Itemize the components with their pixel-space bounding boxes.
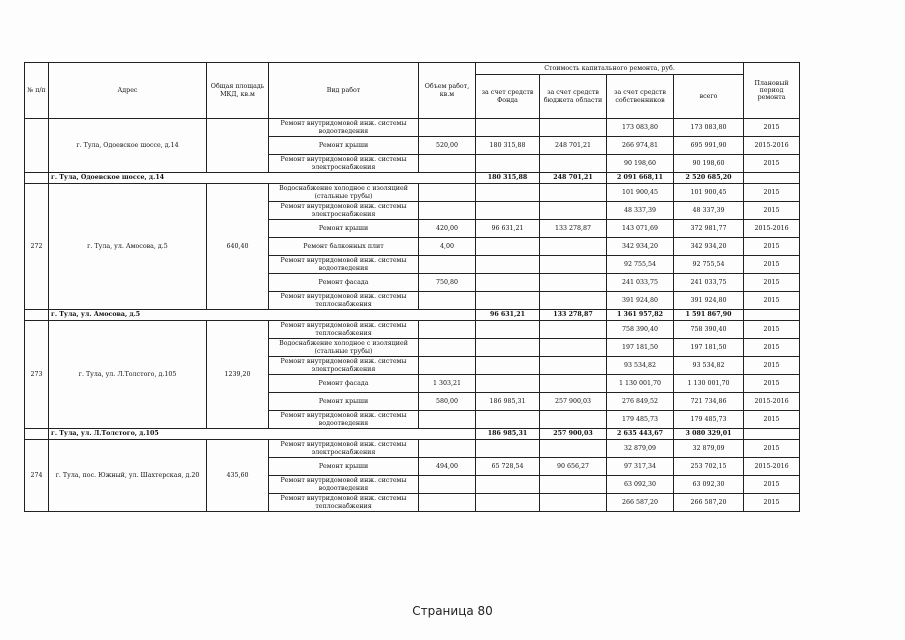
cell-fund bbox=[476, 292, 540, 310]
cell-period: 2015 bbox=[744, 411, 800, 429]
page-number: Страница 80 bbox=[412, 604, 493, 618]
cell-volume: 1 303,21 bbox=[419, 375, 476, 393]
cell-budget bbox=[540, 202, 607, 220]
cell-fund bbox=[476, 494, 540, 512]
cell-work-type: Ремонт внутридомовой инж. системы водоотведения bbox=[269, 256, 419, 274]
subtotal-row bbox=[25, 173, 800, 184]
cell-period: 2015 bbox=[744, 155, 800, 173]
cell-fund bbox=[476, 375, 540, 393]
cell-fund bbox=[476, 411, 540, 429]
header-num: № п/п bbox=[25, 63, 49, 119]
header-work-type: Вид работ bbox=[269, 63, 419, 119]
cell-address: г. Тула, ул. Амосова, д.5 bbox=[49, 184, 207, 310]
cell-period: 2015 bbox=[744, 494, 800, 512]
cell-period: 2015 bbox=[744, 292, 800, 310]
cell-fund: 65 728,54 bbox=[476, 458, 540, 476]
cell-work-type: Ремонт крыши bbox=[269, 458, 419, 476]
cell-total: 391 924,80 bbox=[674, 292, 744, 310]
cell-work-type: Ремонт внутридомовой инж. системы теплоснабжения bbox=[269, 292, 419, 310]
cell-total: 32 879,09 bbox=[674, 440, 744, 458]
cell-work-type: Ремонт балконных плит bbox=[269, 238, 419, 256]
cell-volume bbox=[419, 119, 476, 137]
cell-fund bbox=[476, 238, 540, 256]
cell-volume bbox=[419, 411, 476, 429]
cell-total: 342 934,20 bbox=[674, 238, 744, 256]
cell-budget bbox=[540, 494, 607, 512]
cell-total: 93 534,82 bbox=[674, 357, 744, 375]
subtotal-fund: 180 315,88 bbox=[476, 173, 540, 184]
cell-period: 2015 bbox=[744, 357, 800, 375]
cell-num bbox=[25, 119, 49, 173]
cell-period: 2015 bbox=[744, 119, 800, 137]
cell-budget bbox=[540, 155, 607, 173]
cell-budget bbox=[540, 256, 607, 274]
cell-volume bbox=[419, 357, 476, 375]
cell-work-type: Ремонт внутридомовой инж. системы теплоснабжения bbox=[269, 494, 419, 512]
cell-volume: 520,00 bbox=[419, 137, 476, 155]
cell-total: 173 083,80 bbox=[674, 119, 744, 137]
subtotal-total: 1 591 867,90 bbox=[674, 310, 744, 321]
cell-period: 2015 bbox=[744, 238, 800, 256]
table-header bbox=[25, 63, 800, 119]
cell-total: 197 181,50 bbox=[674, 339, 744, 357]
cell-work-type: Ремонт крыши bbox=[269, 393, 419, 411]
cell-owners: 97 317,34 bbox=[607, 458, 674, 476]
cell-volume bbox=[419, 184, 476, 202]
table-row bbox=[25, 119, 800, 137]
cell-budget bbox=[540, 274, 607, 292]
cell-owners: 92 755,54 bbox=[607, 256, 674, 274]
cell-fund bbox=[476, 339, 540, 357]
cell-volume bbox=[419, 440, 476, 458]
cell-num bbox=[25, 173, 49, 184]
subtotal-total: 3 080 329,01 bbox=[674, 429, 744, 440]
cell-num: 273 bbox=[25, 321, 49, 429]
cell-owners: 276 849,52 bbox=[607, 393, 674, 411]
cell-work-type: Ремонт фасада bbox=[269, 274, 419, 292]
cell-period: 2015 bbox=[744, 274, 800, 292]
cell-period: 2015 bbox=[744, 339, 800, 357]
subtotal-owners: 1 361 957,82 bbox=[607, 310, 674, 321]
cell-work-type: Ремонт внутридомовой инж. системы водоотведения bbox=[269, 411, 419, 429]
subtotal-budget: 133 278,87 bbox=[540, 310, 607, 321]
cell-volume: 4,00 bbox=[419, 238, 476, 256]
cell-owners: 63 092,30 bbox=[607, 476, 674, 494]
cell-owners: 90 198,60 bbox=[607, 155, 674, 173]
cell-budget: 90 656,27 bbox=[540, 458, 607, 476]
cell-budget: 257 900,03 bbox=[540, 393, 607, 411]
cell-total: 266 587,20 bbox=[674, 494, 744, 512]
table-body bbox=[25, 119, 800, 512]
cell-budget bbox=[540, 440, 607, 458]
cell-total: 241 033,75 bbox=[674, 274, 744, 292]
cell-owners: 179 485,73 bbox=[607, 411, 674, 429]
cell-owners: 48 337,39 bbox=[607, 202, 674, 220]
cell-volume bbox=[419, 494, 476, 512]
cell-volume bbox=[419, 476, 476, 494]
cell-total: 101 900,45 bbox=[674, 184, 744, 202]
cell-fund bbox=[476, 184, 540, 202]
cell-fund bbox=[476, 357, 540, 375]
cell-work-type: Ремонт внутридомовой инж. системы водоотведения bbox=[269, 119, 419, 137]
header-total: всего bbox=[674, 75, 744, 119]
subtotal-fund: 96 631,21 bbox=[476, 310, 540, 321]
subtotal-row bbox=[25, 310, 800, 321]
cell-work-type: Водоснабжение холодное с изоляцией (стальные трубы) bbox=[269, 339, 419, 357]
cell-address: г. Тула, Одоевское шоссе, д.14 bbox=[49, 119, 207, 173]
cell-fund bbox=[476, 155, 540, 173]
cell-budget: 248 701,21 bbox=[540, 137, 607, 155]
cell-owners: 32 879,09 bbox=[607, 440, 674, 458]
cell-area: 435,60 bbox=[207, 440, 269, 512]
cell-work-type: Ремонт крыши bbox=[269, 137, 419, 155]
cell-area bbox=[207, 119, 269, 173]
cell-work-type: Ремонт фасада bbox=[269, 375, 419, 393]
cell-owners: 1 130 001,70 bbox=[607, 375, 674, 393]
cell-volume: 580,00 bbox=[419, 393, 476, 411]
cell-period bbox=[744, 429, 800, 440]
cell-volume: 750,80 bbox=[419, 274, 476, 292]
cell-budget bbox=[540, 292, 607, 310]
cell-budget bbox=[540, 321, 607, 339]
cell-total: 758 390,40 bbox=[674, 321, 744, 339]
cell-period: 2015 bbox=[744, 202, 800, 220]
cell-budget bbox=[540, 411, 607, 429]
cell-address: г. Тула, пос. Южный, ул. Шахтерская, д.20 bbox=[49, 440, 207, 512]
cell-work-type: Ремонт внутридомовой инж. системы электроснабжения bbox=[269, 357, 419, 375]
cell-budget bbox=[540, 476, 607, 494]
subtotal-budget: 257 900,03 bbox=[540, 429, 607, 440]
cell-fund: 186 985,31 bbox=[476, 393, 540, 411]
cell-volume bbox=[419, 292, 476, 310]
cell-fund bbox=[476, 476, 540, 494]
cell-owners: 758 390,40 bbox=[607, 321, 674, 339]
header-cost-group: Стоимость капитального ремонта, руб. bbox=[476, 63, 744, 75]
cell-total: 63 092,30 bbox=[674, 476, 744, 494]
subtotal-owners: 2 091 668,11 bbox=[607, 173, 674, 184]
table-row bbox=[25, 440, 800, 458]
cell-work-type: Водоснабжение холодное с изоляцией (стальные трубы) bbox=[269, 184, 419, 202]
header-budget: за счет средств бюджета области bbox=[540, 75, 607, 119]
cell-total: 695 991,90 bbox=[674, 137, 744, 155]
header-area: Общая площадь МКД, кв.м bbox=[207, 63, 269, 119]
cell-num bbox=[25, 429, 49, 440]
cell-address: г. Тула, ул. Л.Толстого, д.105 bbox=[49, 321, 207, 429]
cell-budget bbox=[540, 375, 607, 393]
subtotal-label: г. Тула, ул. Амосова, д.5 bbox=[49, 310, 476, 321]
cell-period: 2015 bbox=[744, 321, 800, 339]
cell-total: 90 198,60 bbox=[674, 155, 744, 173]
cell-num: 272 bbox=[25, 184, 49, 310]
cell-work-type: Ремонт внутридомовой инж. системы электроснабжения bbox=[269, 155, 419, 173]
cell-fund bbox=[476, 321, 540, 339]
header-owners: за счет средств собственников bbox=[607, 75, 674, 119]
cell-num bbox=[25, 310, 49, 321]
header-address: Адрес bbox=[49, 63, 207, 119]
header-period: Плановый период ремонта bbox=[744, 63, 800, 119]
cell-owners: 93 534,82 bbox=[607, 357, 674, 375]
cell-total: 1 130 001,70 bbox=[674, 375, 744, 393]
cell-period: 2015-2016 bbox=[744, 137, 800, 155]
subtotal-budget: 248 701,21 bbox=[540, 173, 607, 184]
cell-fund: 180 315,88 bbox=[476, 137, 540, 155]
cell-fund bbox=[476, 440, 540, 458]
cell-period: 2015-2016 bbox=[744, 393, 800, 411]
cell-total: 179 485,73 bbox=[674, 411, 744, 429]
cell-owners: 197 181,50 bbox=[607, 339, 674, 357]
cell-area: 640,40 bbox=[207, 184, 269, 310]
subtotal-fund: 186 985,31 bbox=[476, 429, 540, 440]
cell-owners: 101 900,45 bbox=[607, 184, 674, 202]
cell-volume bbox=[419, 155, 476, 173]
table-row bbox=[25, 321, 800, 339]
cell-volume bbox=[419, 256, 476, 274]
header-fund: за счет средств Фонда bbox=[476, 75, 540, 119]
cell-work-type: Ремонт внутридомовой инж. системы электроснабжения bbox=[269, 440, 419, 458]
cell-budget bbox=[540, 184, 607, 202]
table-row bbox=[25, 184, 800, 202]
cell-fund: 96 631,21 bbox=[476, 220, 540, 238]
repair-cost-table bbox=[24, 62, 800, 512]
cell-fund bbox=[476, 119, 540, 137]
cell-total: 253 702,15 bbox=[674, 458, 744, 476]
header-volume: Объем работ, кв.м bbox=[419, 63, 476, 119]
subtotal-row bbox=[25, 429, 800, 440]
cell-period: 2015 bbox=[744, 375, 800, 393]
cell-period: 2015 bbox=[744, 440, 800, 458]
cell-fund bbox=[476, 202, 540, 220]
cell-budget: 133 278,87 bbox=[540, 220, 607, 238]
cell-total: 48 337,39 bbox=[674, 202, 744, 220]
cell-volume bbox=[419, 339, 476, 357]
cell-work-type: Ремонт внутридомовой инж. системы электроснабжения bbox=[269, 202, 419, 220]
cell-owners: 266 587,20 bbox=[607, 494, 674, 512]
cell-period bbox=[744, 310, 800, 321]
cell-period: 2015 bbox=[744, 256, 800, 274]
cell-period: 2015-2016 bbox=[744, 220, 800, 238]
cell-volume bbox=[419, 321, 476, 339]
subtotal-total: 2 520 685,20 bbox=[674, 173, 744, 184]
cell-volume: 420,00 bbox=[419, 220, 476, 238]
subtotal-owners: 2 635 443,67 bbox=[607, 429, 674, 440]
cell-volume: 494,00 bbox=[419, 458, 476, 476]
subtotal-label: г. Тула, ул. Л.Толстого, д.105 bbox=[49, 429, 476, 440]
cell-num: 274 bbox=[25, 440, 49, 512]
cell-work-type: Ремонт внутридомовой инж. системы теплоснабжения bbox=[269, 321, 419, 339]
cell-fund bbox=[476, 274, 540, 292]
cell-period: 2015 bbox=[744, 476, 800, 494]
cell-total: 92 755,54 bbox=[674, 256, 744, 274]
cell-owners: 266 974,81 bbox=[607, 137, 674, 155]
cell-owners: 173 083,80 bbox=[607, 119, 674, 137]
cell-owners: 241 033,75 bbox=[607, 274, 674, 292]
cell-work-type: Ремонт внутридомовой инж. системы водоотведения bbox=[269, 476, 419, 494]
cell-fund bbox=[476, 256, 540, 274]
cell-period: 2015-2016 bbox=[744, 458, 800, 476]
cell-owners: 342 934,20 bbox=[607, 238, 674, 256]
cell-volume bbox=[419, 202, 476, 220]
cell-total: 721 734,86 bbox=[674, 393, 744, 411]
subtotal-label: г. Тула, Одоевское шоссе, д.14 bbox=[49, 173, 476, 184]
cell-period bbox=[744, 173, 800, 184]
cell-period: 2015 bbox=[744, 184, 800, 202]
cell-budget bbox=[540, 339, 607, 357]
cell-area: 1239,20 bbox=[207, 321, 269, 429]
cell-total: 372 981,77 bbox=[674, 220, 744, 238]
cell-budget bbox=[540, 357, 607, 375]
cell-owners: 391 924,80 bbox=[607, 292, 674, 310]
cell-budget bbox=[540, 119, 607, 137]
cell-budget bbox=[540, 238, 607, 256]
cell-work-type: Ремонт крыши bbox=[269, 220, 419, 238]
cell-owners: 143 071,69 bbox=[607, 220, 674, 238]
